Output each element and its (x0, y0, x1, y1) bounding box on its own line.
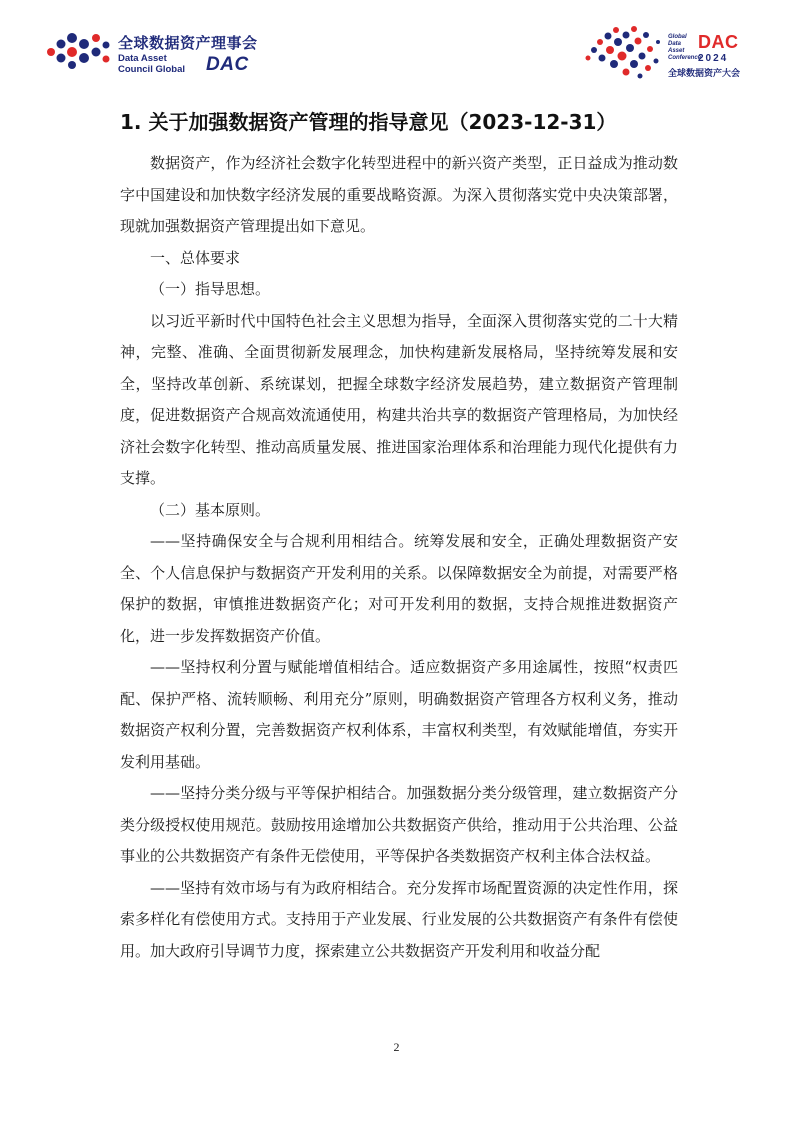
conference-name-en (668, 34, 701, 62)
subsection-heading: （一）指导思想。 (150, 280, 271, 298)
council-name-cn: 全球数据资产理事会 (118, 34, 258, 52)
principle-paragraph: ——坚持权利分置与赋能增值相结合。适应数据资产多用途属性，按照“权责匹配、保护严格、流转顺畅、利用充分”原则，明确数据资产管理各方权利义务，推动数据资产权利分置，完善数据资产权利体系，丰富权利类型，有效赋能增值，夯实开发利用基础。 (120, 658, 678, 771)
council-name-en-line1: Data Asset (118, 53, 167, 64)
conference-dots-icon (580, 22, 666, 82)
page-header (0, 0, 793, 90)
council-acronym: DAC (206, 54, 249, 75)
conference-name-cn: 全球数据资产大会 (668, 69, 741, 79)
document-title: 1. 关于加强数据资产管理的指导意见（2023-12-31） (120, 110, 617, 134)
conference-year: 2024 (698, 53, 729, 64)
conference-name-line1: Global (668, 34, 687, 40)
dac-conference-logo (580, 22, 760, 84)
council-name-en (118, 53, 185, 75)
body-paragraph: 以习近平新时代中国特色社会主义思想为指导，全面深入贯彻落实党的二十大精神，完整、准确、全面贯彻新发展理念，加快构建新发展格局，坚持统筹发展和安全，坚持改革创新、系统谋划，把握全球数字经济发展趋势，建立数据资产管理制度，促进数据资产合规高效流通使用，构建共治共享的数据资产管理格局，为加快经济社会数字化转型、推动高质量发展、推进国家治理体系和治理能力现代化提供有力支撑。 (120, 311, 678, 487)
principle-paragraph: ——坚持分类分级与平等保护相结合。加强数据分类分级管理，建立数据资产分类分级授权使用规范。鼓励按用途增加公共数据资产供给，推动用于公共治理、公益事业的公共数据资产有条件无偿使用，平等保护各类数据资产权利主体合法权益。 (120, 784, 678, 865)
principle-paragraph: ——坚持有效市场与有为政府相结合。充分发挥市场配置资源的决定性作用，探索多样化有偿使用方式。支持用于产业发展、行业发展的公共数据资产有条件有偿使用。加大政府引导调节力度，探索建立公共数据资产开发利用和收益分配 (120, 878, 678, 960)
page-number: 2 (393, 1040, 400, 1054)
intro-paragraph: 数据资产，作为经济社会数字化转型进程中的新兴资产类型，正日益成为推动数字中国建设和加快数字经济发展的重要战略资源。为深入贯彻落实党中央决策部署，现就加强数据资产管理提出如下意见。 (120, 154, 678, 235)
conference-name-line2: Data (668, 41, 682, 47)
document-body (120, 148, 678, 967)
conference-name-line4: Conference (668, 55, 702, 61)
principle-paragraph: ——坚持确保安全与合规利用相结合。统筹发展和安全，正确处理数据资产安全、个人信息保护与数据资产开发利用的关系。以保障数据安全为前提，对需要严格保护的数据，审慎推进数据资产化；对可开发利用的数据，支持合规推进数据资产化，进一步发挥数据资产价值。 (120, 532, 678, 645)
subsection-heading: （二）基本原则。 (150, 500, 271, 519)
section-heading: 一、总体要求 (150, 248, 241, 267)
dots-logo-icon (46, 30, 114, 70)
council-name-en-line2: Council Global (118, 64, 186, 75)
conference-name-line3: Asset (668, 48, 685, 54)
conference-acronym: DAC (698, 32, 739, 52)
dac-council-logo (46, 28, 306, 84)
